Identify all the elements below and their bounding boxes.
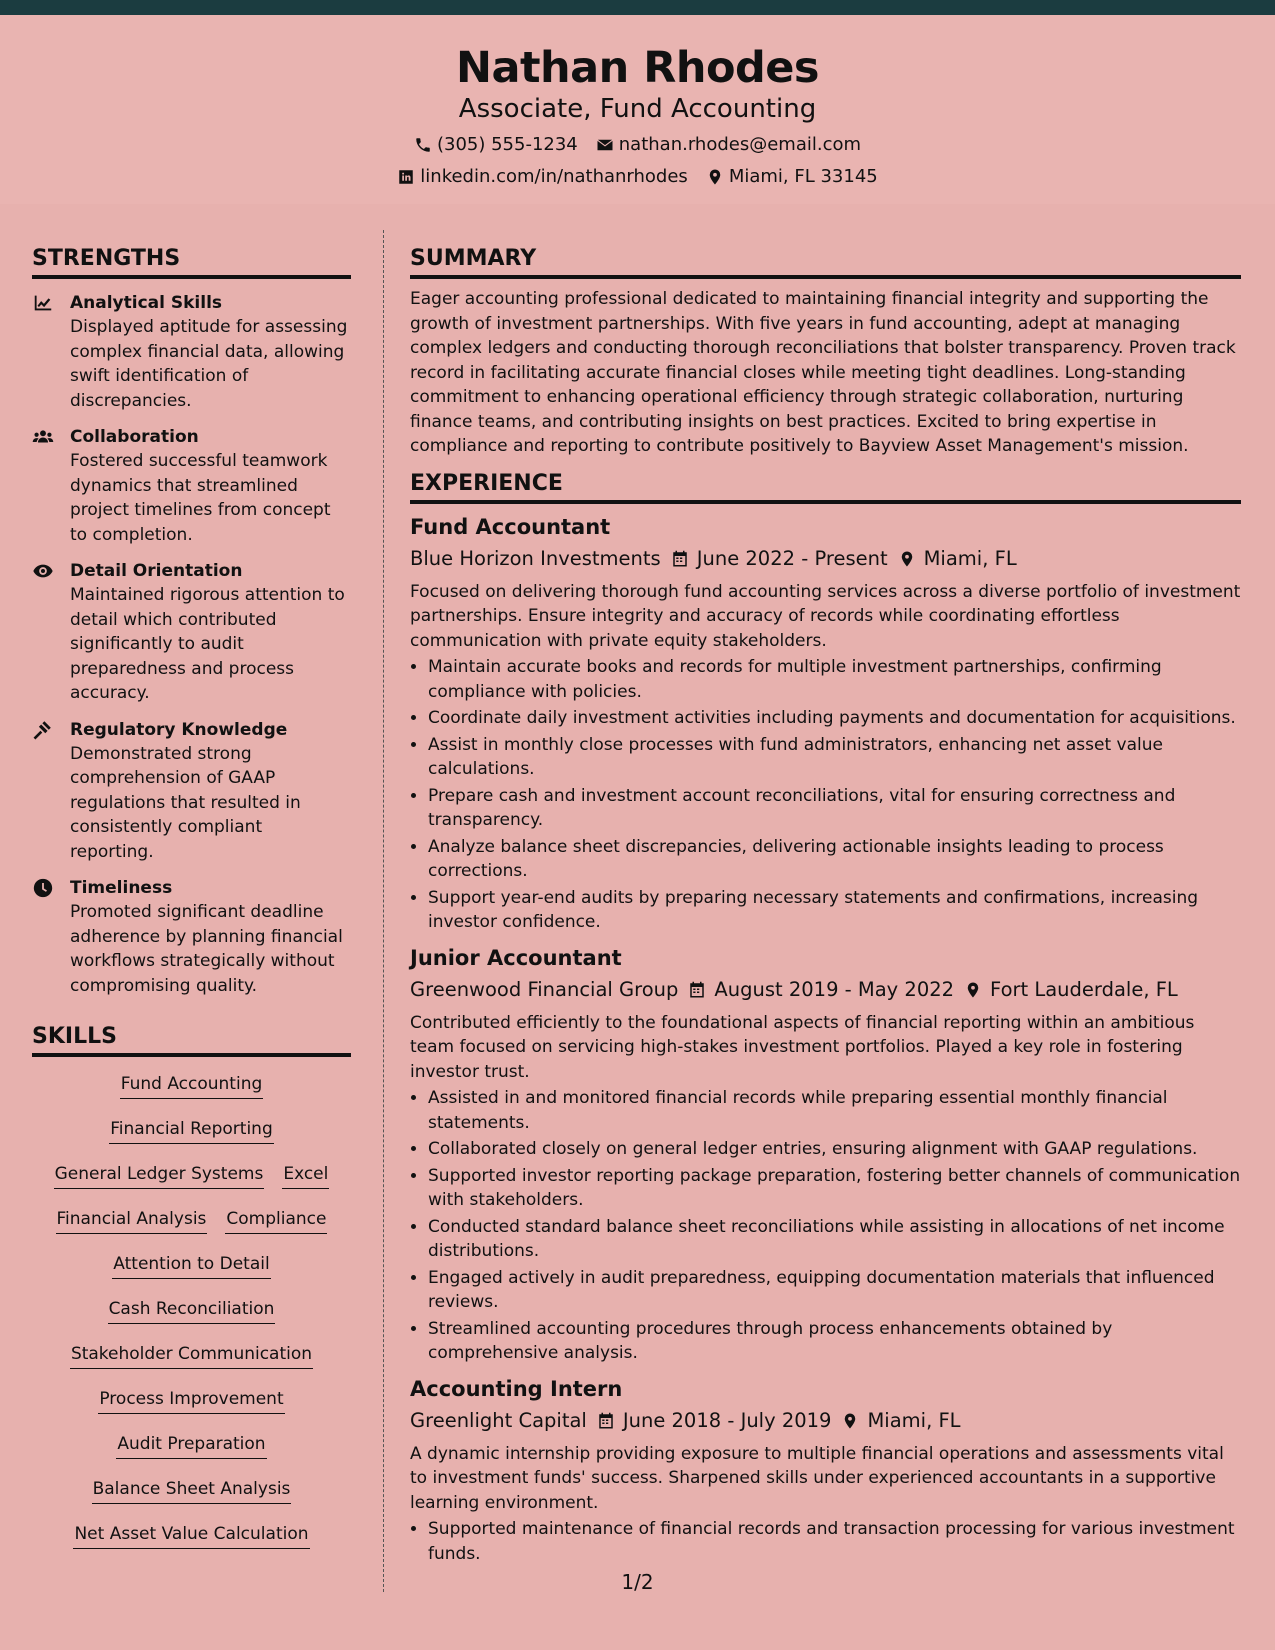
strength-title: Collaboration [70,427,199,447]
skill-tag: Cash Reconciliation [108,1296,276,1324]
job-bullets [410,655,1241,935]
job-location: Miami, FL [867,1408,961,1432]
bullet-item: • Analyze balance sheet discrepancies, delivering actionable insights leading to process corrections. [428,835,1241,884]
skill-tag: Balance Sheet Analysis [92,1476,292,1504]
strength-desc: Demonstrated strong comprehension of GAAP regulations that resulted in consistently compliant reporting. [70,743,301,862]
skill-tag: Net Asset Value Calculation [73,1521,309,1549]
skill-tag: Audit Preparation [116,1431,266,1459]
map-pin-icon [964,980,982,1000]
company-name: Greenlight Capital [410,1408,587,1432]
job-dates: June 2018 - July 2019 [622,1408,832,1432]
skill-tag: Fund Accounting [120,1071,264,1099]
bullet-item: • Supported investor reporting package preparation, fostering better channels of communication with stakeholders. [428,1164,1241,1213]
contact-row-1 [0,134,1275,155]
skills-heading: SKILLS [32,1024,351,1057]
calendar-icon [688,980,706,1000]
bullet-item: • Coordinate daily investment activities including payments and documentation for acquisitions. [428,706,1241,731]
job-dates: June 2022 - Present [696,546,888,570]
bullet-item: • Assisted in and monitored financial records while preparing essential monthly financial statements. [428,1086,1241,1135]
bullet-item: • Prepare cash and investment account reconciliations, vital for ensuring correctness and transparency. [428,784,1241,833]
gavel-icon [32,719,54,741]
bullet-item: • Engaged actively in audit preparedness, equipping documentation materials that influenced reviews. [428,1266,1241,1315]
top-accent-bar [0,0,1275,15]
summary-text: Eager accounting professional dedicated to maintaining financial integrity and supporting the growth of investment partnerships. With five years in fund accounting, adept at managing complex ledgers and conducting thorough reconciliations that bolster transparency. Proven track record in facilitating accurate financial closes while meeting tight deadlines. Long-standing commitment to enhancing operational efficiency through strategic collaboration, nurturing finance teams, and contributing insights on best practices. Excited to bring expertise in compliance and reporting to contribute positively to Bayview Asset Management's mission. [410,289,1236,456]
candidate-title: Associate, Fund Accounting [458,94,817,124]
users-icon [32,426,54,448]
strength-item [32,425,351,547]
linkedin-text: linkedin.com/in/nathanrhodes [420,166,688,187]
job-description: Contributed efficiently to the foundational aspects of financial reporting within an ambitious team focused on servicing high-stakes investment portfolios. Played a key role in fostering investor trust. [410,1012,1195,1082]
job-title: Accounting Intern [410,1376,623,1401]
phone-contact[interactable] [414,134,578,155]
column-divider [383,230,384,1592]
strengths-heading: STRENGTHS [32,246,351,279]
strength-desc: Displayed aptitude for assessing complex financial data, allowing swift identification of discrepancies. [70,317,348,411]
job-description: Focused on delivering thorough fund accounting services across a diverse portfolio of investment partnerships. Ensure integrity and accuracy of records while coordinating effortless communication with private equity stakeholders. [410,581,1241,651]
bullet-item: • Assist in monthly close processes with fund administrators, enhancing net asset value calculations. [428,733,1241,782]
calendar-icon [671,549,689,569]
job-location: Fort Lauderdale, FL [990,977,1178,1001]
contact-row-2 [0,166,1275,187]
page-number: 1/2 [621,1570,654,1594]
experience-entry [410,943,1241,1366]
job-bullets [410,1086,1241,1366]
strength-title: Analytical Skills [70,293,223,313]
phone-text: (305) 555-1234 [436,134,578,155]
strengths-list [32,291,351,998]
job-title: Junior Accountant [410,945,622,970]
strength-desc: Maintained rigorous attention to detail which contributed significantly to audit preparedness and process accuracy. [70,585,345,703]
location-text: Miami, FL 33145 [728,166,878,187]
email-contact[interactable] [596,134,861,155]
left-column [32,246,351,1566]
strength-item [32,718,351,865]
job-location: Miami, FL [923,546,1017,570]
bullet-item: • Supported maintenance of financial records and transaction processing for various investment funds. [428,1517,1241,1566]
eye-icon [32,560,54,582]
experience-heading: EXPERIENCE [410,471,1241,504]
skill-tag: Financial Reporting [109,1116,274,1144]
job-meta [410,1406,1241,1436]
strength-title: Regulatory Knowledge [70,719,288,740]
clock-icon [32,877,54,899]
location-contact [706,166,878,187]
strength-desc: Promoted significant deadline adherence by planning financial workflows strategically without compromising quality. [70,902,343,996]
job-meta [410,975,1241,1005]
chart-line-icon [32,292,54,314]
strength-item [32,291,351,413]
strength-item [32,559,351,706]
map-pin-icon [841,1411,859,1431]
envelope-icon [596,136,614,154]
bullet-item: • Support year-end audits by preparing necessary statements and confirmations, increasing investor confidence. [428,886,1241,935]
summary-heading: SUMMARY [410,246,1241,279]
bullet-item: • Maintain accurate books and records for multiple investment partnerships, confirming compliance with policies. [428,655,1241,704]
experience-entry [410,512,1241,935]
skills-list [32,1071,351,1566]
map-pin-icon [706,168,724,186]
candidate-name: Nathan Rhodes [455,43,820,93]
job-description: A dynamic internship providing exposure to multiple financial operations and assessments vital to investment funds' success. Sharpened skills under experienced accountants in a supportive learning environment. [410,1443,1224,1513]
skill-tag: Excel [282,1161,329,1189]
skill-tag: Attention to Detail [112,1251,270,1279]
strength-desc: Fostered successful teamwork dynamics that streamlined project timelines from concept to completion. [70,451,331,545]
strength-item [32,876,351,998]
resume-header [0,15,1275,204]
company-name: Greenwood Financial Group [410,977,679,1001]
skill-tag: Process Improvement [98,1386,284,1414]
linkedin-icon [397,168,415,186]
skill-tag: Compliance [225,1206,327,1234]
company-name: Blue Horizon Investments [410,546,661,570]
skill-tag: General Ledger Systems [54,1161,265,1189]
linkedin-contact[interactable] [397,166,688,187]
skill-tag: Financial Analysis [56,1206,208,1234]
job-bullets [410,1517,1241,1566]
bullet-item: • Collaborated closely on general ledger entries, ensuring alignment with GAAP regulations. [428,1137,1241,1162]
phone-icon [414,136,432,154]
map-pin-icon [898,549,916,569]
strength-title: Timeliness [70,878,173,898]
job-meta [410,544,1241,574]
email-text: nathan.rhodes@email.com [618,134,862,155]
skill-tag: Stakeholder Communication [70,1341,313,1369]
bullet-item: • Conducted standard balance sheet reconciliations while assisting in allocations of net income distributions. [428,1215,1241,1264]
experience-entry [410,1374,1241,1567]
calendar-icon [597,1411,615,1431]
bullet-item: • Streamlined accounting procedures through process enhancements obtained by comprehensive analysis. [428,1317,1241,1366]
job-title: Fund Accountant [410,514,611,539]
right-column [410,246,1241,1568]
strength-title: Detail Orientation [70,561,243,581]
job-dates: August 2019 - May 2022 [714,977,955,1001]
